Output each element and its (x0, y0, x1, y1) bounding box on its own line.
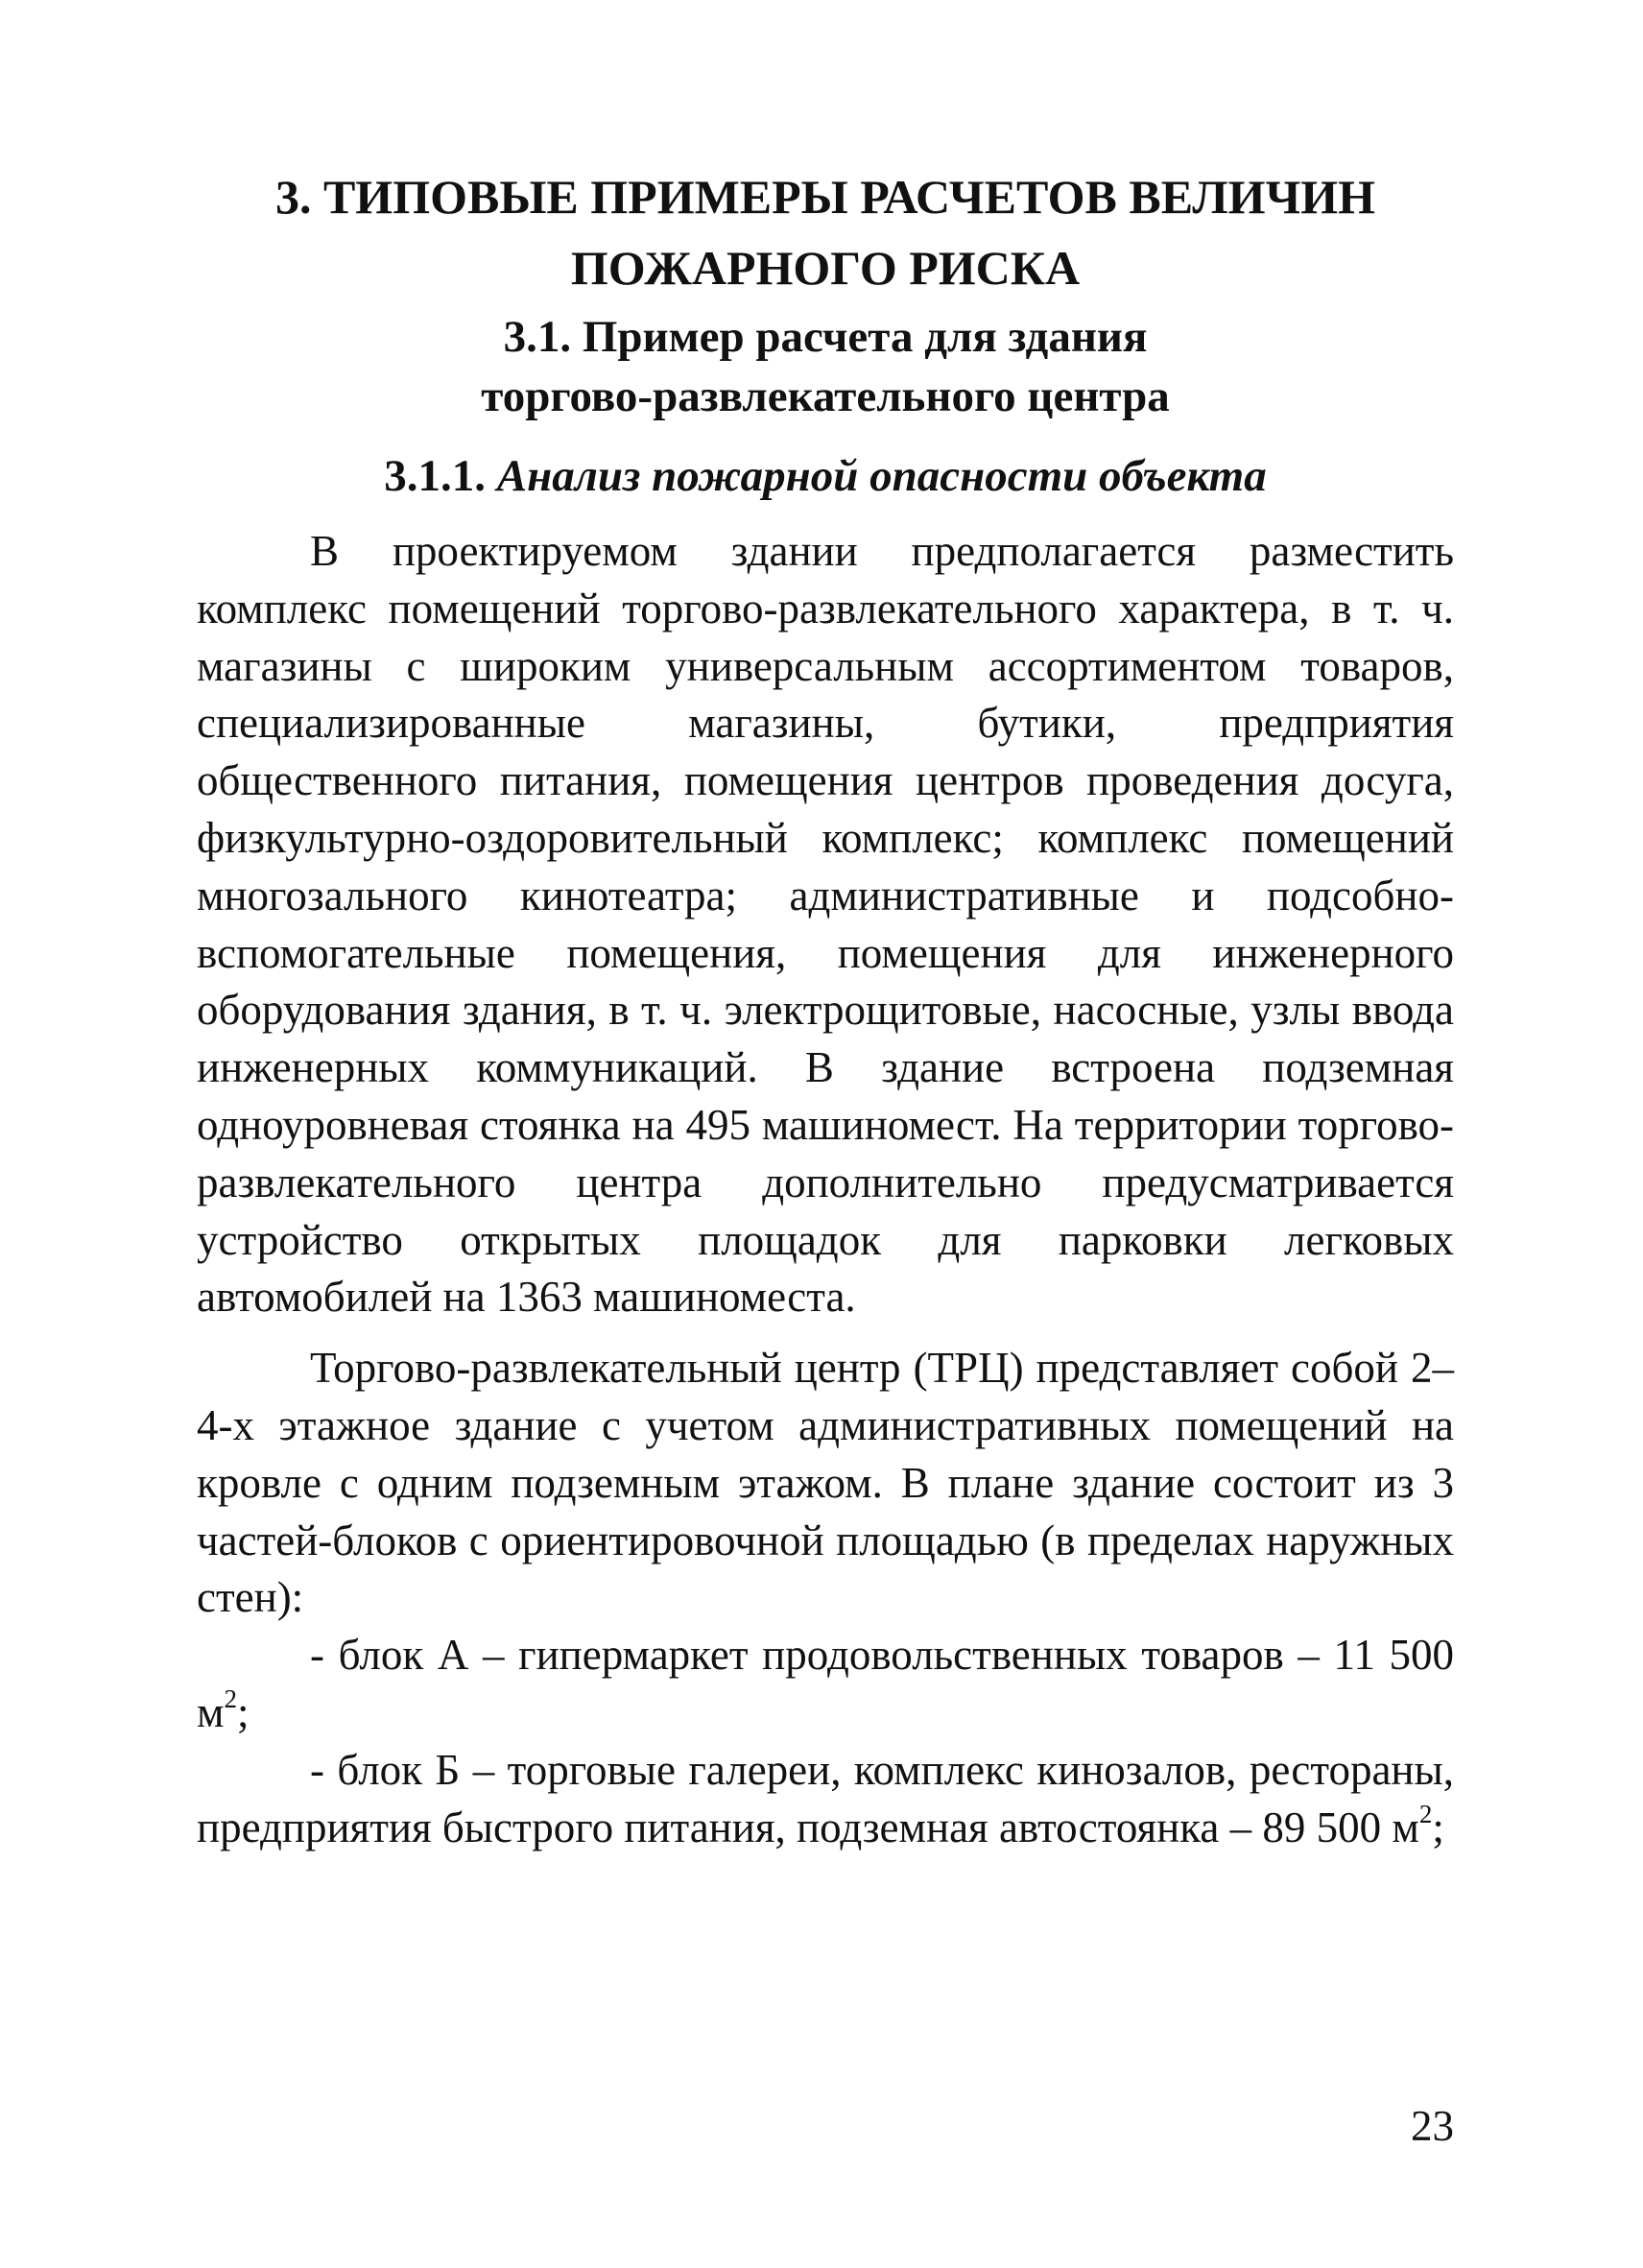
list-item-block-b-end: ; (1432, 1802, 1444, 1851)
section-heading-line1: 3.1. Пример расчета для здания (503, 312, 1148, 362)
superscript-2: 2 (1418, 1799, 1433, 1828)
page-number: 23 (1411, 2102, 1454, 2150)
subsection-number: 3.1.1. (384, 451, 487, 501)
superscript-2: 2 (224, 1683, 237, 1713)
document-page (197, 0, 1454, 2268)
list-item-block-a-end: ; (236, 1687, 250, 1736)
chapter-heading-line1: 3. ТИПОВЫЕ ПРИМЕРЫ РАСЧЕТОВ ВЕЛИЧИН (274, 170, 1376, 224)
section-heading (197, 307, 1454, 426)
chapter-heading (197, 161, 1454, 303)
list-item-block-b (197, 1742, 1454, 1857)
chapter-heading-line2: ПОЖАРНОГО РИСКА (570, 241, 1081, 295)
list-item-block-a (197, 1627, 1454, 1742)
list-item-block-a-text: - блок А – гипермаркет продовольственных товаров – 11 500 м (197, 1631, 1454, 1736)
body-text (197, 523, 1454, 1856)
paragraph-2: Торгово-развлекательный центр (ТРЦ) представляет собой 2–4-х этажное здание с учетом административных помещений на кровле с одним подземным этажом. В плане здание состоит из 3 частей-блоков с ориентировочной площадью (в пределах наружных стен): (197, 1344, 1454, 1622)
section-heading-line2: торгово-развлекательного центра (481, 371, 1170, 421)
list-item-block-b-text: - блок Б – торговые галереи, комплекс кинозалов, рестораны, предприятия быстрого питания, подземная автостоянка – 89 500 м (197, 1745, 1454, 1851)
paragraph-1: В проектируемом здании предполагается разместить комплекс помещений торгово-развлекательного характера, в т. ч. магазины с широким универсальным ассортиментом товаров, специализированные магазины, бутики, предприятия общественного питания, помещения центров проведения досуга, физкультурно-оздоровительный комплекс; комплекс помещений многозального кинотеатра; административные и подсобно-вспомогательные помещения, помещения для инженерного оборудования здания, в т. ч. электрощитовые, насосные, узлы ввода инженерных коммуникаций. В здание встроена подземная одноуровневая стоянка на 495 машиномест. На территории торгово-развлекательного центра дополнительно предусматривается устройство открытых площадок для парковки легковых автомобилей на 1363 машиноместа. (197, 527, 1454, 1322)
subsection-title: Анализ пожарной опасности объекта (496, 451, 1267, 501)
subsection-heading (197, 446, 1454, 506)
